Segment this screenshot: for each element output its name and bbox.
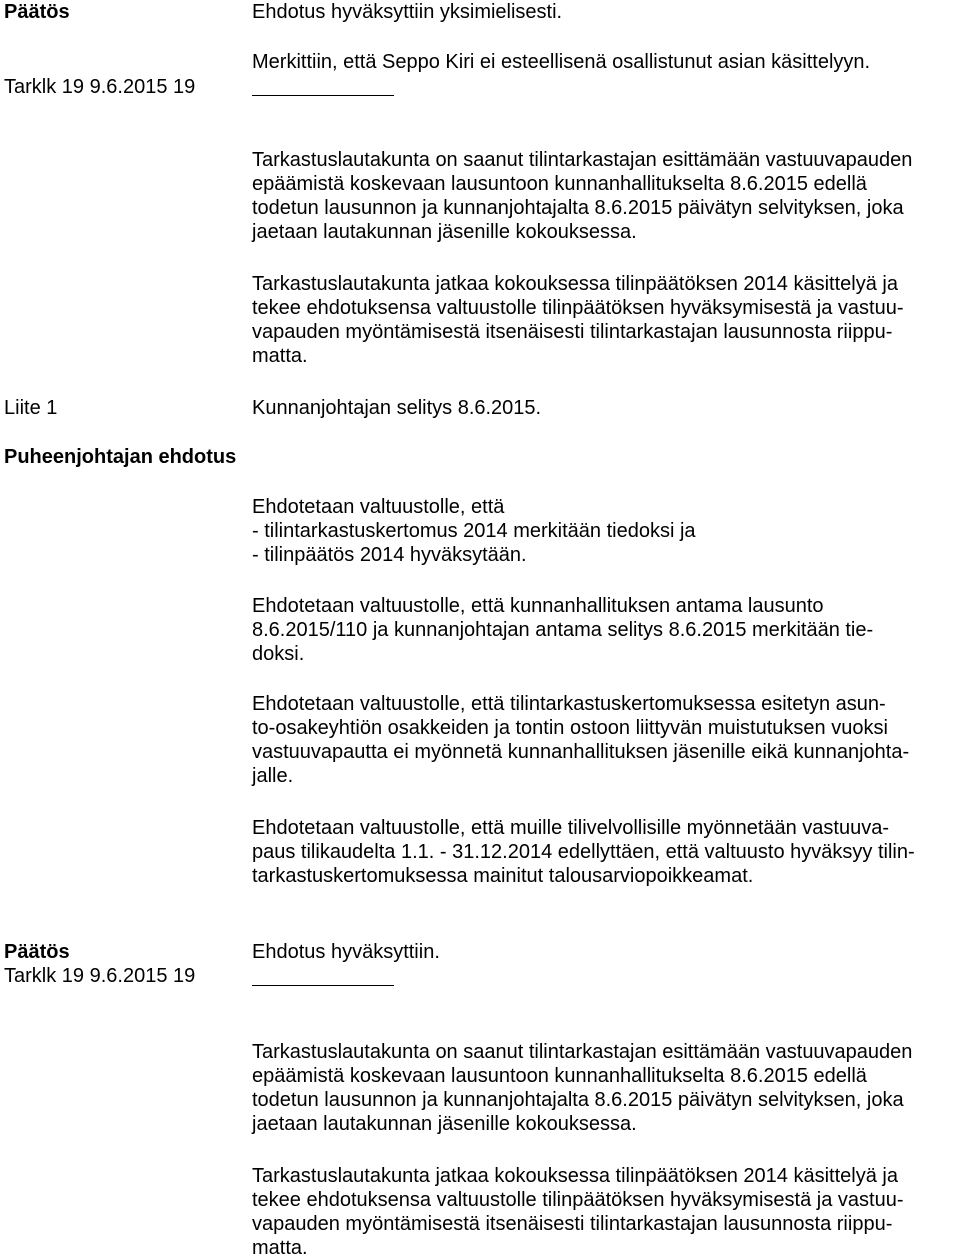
proposal-paragraph-4: Ehdotetaan valtuustolle, että muille tilivelvollisille myönnetään vastuuva- paus tilikaudelta 1.1. - 31.12.2014 edellyttäen, että valtuusto hyväksyy tilin- tarkastuskertomuksessa mainitut talousarviopoikkeamat. <box>252 817 915 887</box>
continuation-paragraph: Tarkastuslautakunta jatkaa kokouksessa tilinpäätöksen 2014 käsittelyä ja tekee ehdotuksensa valtuustolle tilinpäätöksen hyväksymisestä ja vastuu- vapauden myöntämisestä itsenäisesti tilintarkastajan lausunnosta riippu- matta. <box>252 273 904 367</box>
attachment-label: Liite 1 <box>4 397 58 419</box>
reference-label-2: Tarklk 19 9.6.2015 19 <box>4 965 196 987</box>
attachment-text: Kunnanjohtajan selitys 8.6.2015. <box>252 397 542 419</box>
statement-paragraph: Tarkastuslautakunta on saanut tilintarkastajan esittämään vastuuvapauden epäämistä koskevaan lausuntoon kunnanhallitukselta 8.6.2015 edellä todetun lausunnon ja kunnanjohtajalta 8.6.2015 päivätyn selvityksen, joka jaetaan lautakunnan jäsenille kokouksessa. <box>252 149 913 243</box>
reference-label: Tarklk 19 9.6.2015 19 <box>4 76 196 98</box>
paatos-text-2: Ehdotus hyväksyttiin. <box>252 941 440 963</box>
statement-paragraph-2: Tarkastuslautakunta on saanut tilintarkastajan esittämään vastuuvapauden epäämistä koskevaan lausuntoon kunnanhallitukselta 8.6.2015 edellä todetun lausunnon ja kunnanjohtajalta 8.6.2015 päivätyn selvityksen, joka jaetaan lautakunnan jäsenille kokouksessa. <box>252 1041 913 1135</box>
proposal-paragraph-1: Ehdotetaan valtuustolle, että - tilintarkastuskertomus 2014 merkitään tiedoksi ja - tilinpäätös 2014 hyväksytään. <box>252 496 696 566</box>
paatos-text: Ehdotus hyväksyttiin yksimielisesti. <box>252 1 563 23</box>
proposal-paragraph-2: Ehdotetaan valtuustolle, että kunnanhallituksen antama lausunto 8.6.2015/110 ja kunnanjohtajan antama selitys 8.6.2015 merkitään tie- doksi. <box>252 595 874 665</box>
separator-line-2 <box>252 985 394 986</box>
paatos-label-2: Päätös <box>4 941 70 963</box>
continuation-paragraph-2: Tarkastuslautakunta jatkaa kokouksessa tilinpäätöksen 2014 käsittelyä ja tekee ehdotuksensa valtuustolle tilinpäätöksen hyväksymisestä ja vastuu- vapauden myöntämisestä itsenäisesti tilintarkastajan lausunnosta riippu- matta. <box>252 1165 904 1259</box>
proposal-paragraph-3: Ehdotetaan valtuustolle, että tilintarkastuskertomuksessa esitetyn asun- to-osakeyhtiön osakkeiden ja tontin ostoon liittyvän muistutuksen vuoksi vastuuvapautta ei myönnetä kunnanhallituksen jäsenille eikä kunnanjohta- jalle. <box>252 693 910 787</box>
proposal-heading: Puheenjohtajan ehdotus <box>4 446 237 468</box>
note-paragraph: Merkittiin, että Seppo Kiri ei esteellisenä osallistunut asian käsittelyyn. <box>252 51 871 73</box>
separator-line <box>252 95 394 96</box>
paatos-label: Päätös <box>4 1 70 23</box>
